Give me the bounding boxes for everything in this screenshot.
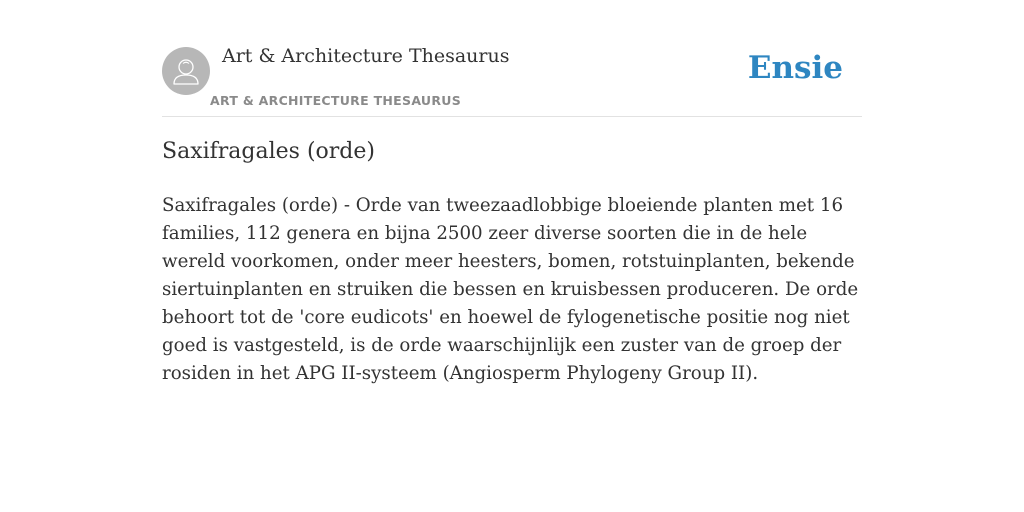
source-subtitle: ART & ARCHITECTURE THESAURUS (210, 93, 462, 108)
definition-text: Saxifragales (orde) - Orde van tweezaadlobbige bloeiende planten met 16 families, 112 genera en bijna 2500 zeer diverse soorten die in de hele wereld voorkomen, onder meer heesters, bomen, rotstuinplanten, bekende siertuinplanten en struiken die bessen en kruisbessen produceren. De orde behoort tot de 'core eudicots' en hoewel de fylogenetische positie nog niet goed is vastgesteld, is de orde waarschijnlijk een zuster van de groep der rosiden in het APG II-systeem (Angiosperm Phylogeny Group II). (162, 195, 859, 384)
brand-logo[interactable]: Ensie (747, 50, 843, 86)
page-title: Saxifragales (orde) (162, 139, 375, 164)
page-content (162, 0, 862, 384)
source-title[interactable]: Art & Architecture Thesaurus (222, 45, 510, 67)
avatar[interactable] (162, 47, 210, 95)
source-header (162, 0, 862, 117)
user-outline-icon (162, 47, 210, 95)
